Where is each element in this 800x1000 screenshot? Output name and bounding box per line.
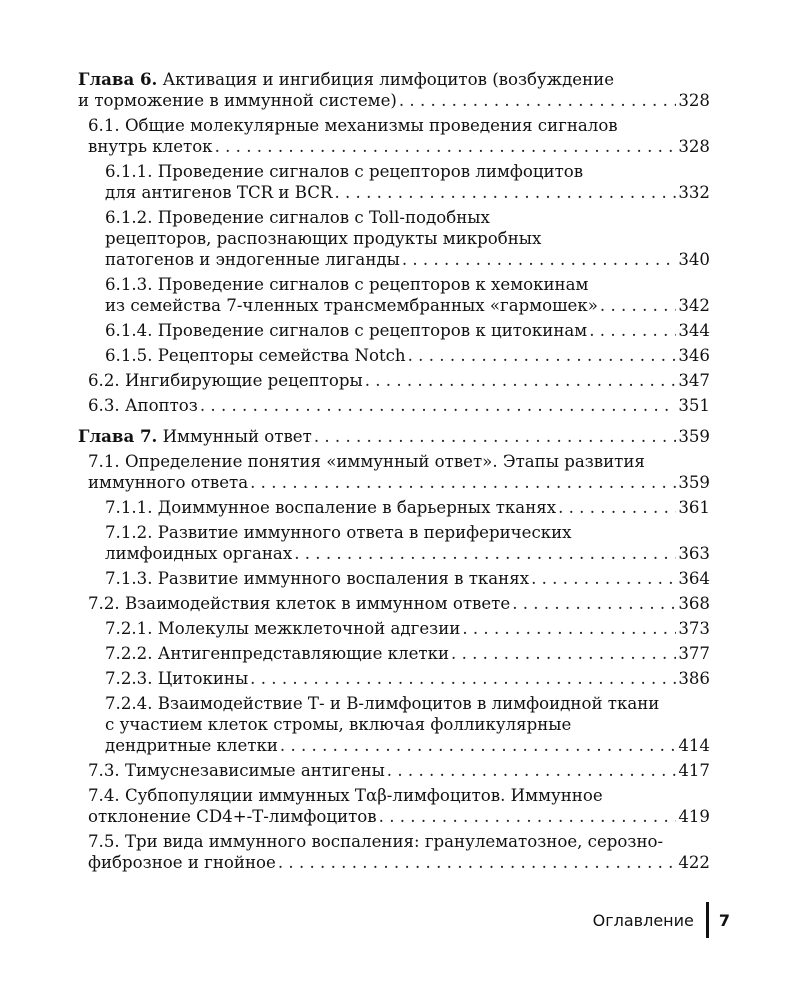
dot-leader bbox=[462, 618, 676, 639]
toc-line: патогенов и эндогенные лиганды bbox=[105, 250, 400, 269]
toc-line: иммунного ответа bbox=[88, 473, 249, 492]
dot-leader bbox=[294, 543, 676, 564]
toc-page-number: 328 bbox=[678, 137, 710, 156]
page-footer bbox=[593, 900, 730, 940]
toc-page-number: 419 bbox=[678, 807, 710, 826]
page-number: 7 bbox=[718, 910, 730, 930]
dot-leader bbox=[250, 472, 676, 493]
toc-page-number: 342 bbox=[678, 296, 710, 315]
toc-entry[interactable] bbox=[78, 274, 710, 316]
toc-line: 7.5. Три вида иммунного воспаления: гранулематозное, серозно- bbox=[88, 832, 664, 851]
toc-entry-text bbox=[105, 643, 449, 664]
toc-entry[interactable] bbox=[78, 831, 710, 873]
toc-line: Активация и ингибиция лимфоцитов (возбуждение bbox=[162, 70, 615, 89]
toc-entry[interactable] bbox=[78, 497, 710, 518]
dot-leader bbox=[215, 136, 677, 157]
toc-entry-text bbox=[105, 275, 588, 294]
toc-entry-text bbox=[105, 208, 490, 227]
toc-entry[interactable] bbox=[78, 451, 710, 493]
toc-entry-text bbox=[88, 593, 510, 614]
toc-line: 6.2. Ингибирующие рецепторы bbox=[88, 371, 363, 390]
toc-entry-text bbox=[88, 786, 603, 805]
toc-entry-text bbox=[105, 523, 572, 542]
dot-leader bbox=[512, 593, 676, 614]
toc-entry-text bbox=[105, 182, 332, 203]
toc-line: 7.2.4. Взаимодействие Т- и В-лимфоцитов в лимфоидной ткани bbox=[105, 694, 660, 713]
toc-entry[interactable] bbox=[78, 668, 710, 689]
toc-entry-text bbox=[105, 497, 556, 518]
toc-chapter[interactable] bbox=[78, 426, 710, 447]
toc-page-number: 368 bbox=[678, 594, 710, 613]
toc-entry-text bbox=[105, 229, 541, 248]
toc-entry-text bbox=[105, 162, 583, 181]
toc-line: отклонение CD4+-Т-лимфоцитов bbox=[88, 807, 377, 826]
dot-leader bbox=[280, 735, 676, 756]
toc-line: 6.1.2. Проведение сигналов с Toll-подобных bbox=[105, 208, 490, 227]
toc-line: 6.1.1. Проведение сигналов с рецепторов лимфоцитов bbox=[105, 162, 584, 181]
toc-line: 7.2.3. Цитокины bbox=[105, 669, 249, 688]
toc-entry[interactable] bbox=[78, 568, 710, 589]
toc-line: рецепторов, распознающих продукты микробных bbox=[105, 229, 542, 248]
toc-page-number: 359 bbox=[678, 427, 710, 446]
toc-line: Иммунный ответ bbox=[162, 427, 312, 446]
dot-leader bbox=[334, 182, 676, 203]
dot-leader bbox=[531, 568, 676, 589]
toc-page-number: 386 bbox=[678, 669, 710, 688]
toc-entry[interactable] bbox=[78, 395, 710, 416]
toc-line: 7.2.2. Антигенпредставляющие клетки bbox=[105, 644, 450, 663]
toc-page-number: 346 bbox=[678, 346, 710, 365]
toc-entry[interactable] bbox=[78, 643, 710, 664]
toc-line: 7.1.3. Развитие иммунного воспаления в тканях bbox=[105, 569, 530, 588]
toc-page-number: 328 bbox=[678, 91, 710, 110]
toc-page-number: 377 bbox=[678, 644, 710, 663]
toc-line: 7.3. Тимуснезависимые антигены bbox=[88, 761, 385, 780]
toc-entry-text bbox=[88, 760, 385, 781]
toc-entry[interactable] bbox=[78, 370, 710, 391]
toc-line: и торможение в иммунной системе) bbox=[78, 91, 397, 110]
toc-chapter[interactable] bbox=[78, 69, 710, 111]
dot-leader bbox=[451, 643, 676, 664]
toc-entry-text bbox=[88, 452, 645, 471]
running-header-section: Оглавление bbox=[592, 910, 694, 930]
toc-page-number: 351 bbox=[678, 396, 710, 415]
toc-entry[interactable] bbox=[78, 593, 710, 614]
toc-entry-text bbox=[88, 370, 363, 391]
toc-entry-text bbox=[88, 136, 213, 157]
toc-line: фиброзное и гнойное bbox=[88, 853, 276, 872]
toc-entry-text bbox=[78, 70, 614, 89]
toc-entry[interactable] bbox=[78, 345, 710, 366]
toc-entry-text bbox=[105, 668, 248, 689]
toc-entry[interactable] bbox=[78, 785, 710, 827]
toc-page-number: 344 bbox=[678, 321, 710, 340]
toc-entry-text bbox=[88, 852, 276, 873]
toc-entry[interactable] bbox=[78, 693, 710, 756]
toc-line: с участием клеток стромы, включая фолликулярные bbox=[105, 715, 572, 734]
table-of-contents bbox=[78, 62, 710, 873]
toc-entry-text bbox=[78, 426, 312, 447]
toc-entry[interactable] bbox=[78, 115, 710, 157]
toc-page-number: 414 bbox=[678, 736, 710, 755]
toc-entry-text bbox=[105, 715, 571, 734]
dot-leader bbox=[399, 90, 676, 111]
toc-line: 6.1.3. Проведение сигналов с рецепторов к хемокинам bbox=[105, 275, 589, 294]
toc-entry[interactable] bbox=[78, 760, 710, 781]
toc-page-number: 417 bbox=[678, 761, 710, 780]
toc-entry[interactable] bbox=[78, 522, 710, 564]
dot-leader bbox=[365, 370, 677, 391]
toc-entry-text bbox=[88, 395, 198, 416]
chapter-label: Глава 6. bbox=[78, 69, 158, 89]
toc-line: внутрь клеток bbox=[88, 137, 213, 156]
toc-line: 7.2. Взаимодействия клеток в иммунном ответе bbox=[88, 594, 511, 613]
toc-line: для антигенов TCR и BCR bbox=[105, 183, 333, 202]
toc-line: 6.1.4. Проведение сигналов с рецепторов к цитокинам bbox=[105, 321, 588, 340]
toc-page-number: 340 bbox=[678, 250, 710, 269]
toc-entry-text bbox=[105, 694, 659, 713]
dot-leader bbox=[314, 426, 677, 447]
toc-entry-text bbox=[105, 345, 406, 366]
dot-leader bbox=[387, 760, 677, 781]
toc-entry-text bbox=[105, 249, 400, 270]
toc-entry[interactable] bbox=[78, 207, 710, 270]
toc-line: лимфоидных органах bbox=[105, 544, 293, 563]
toc-entry[interactable] bbox=[78, 618, 710, 639]
toc-entry-text bbox=[88, 806, 377, 827]
toc-entry-text bbox=[105, 735, 278, 756]
dot-leader bbox=[278, 852, 676, 873]
toc-entry-text bbox=[88, 472, 248, 493]
toc-line: 7.2.1. Молекулы межклеточной адгезии bbox=[105, 619, 461, 638]
toc-page-number: 422 bbox=[678, 853, 710, 872]
dot-leader bbox=[589, 320, 676, 341]
toc-line: 7.4. Субпопуляции иммунных Тαβ-лимфоцитов. Иммунное bbox=[88, 786, 603, 805]
toc-entry-text bbox=[105, 568, 529, 589]
toc-page-number: 373 bbox=[678, 619, 710, 638]
dot-leader bbox=[558, 497, 676, 518]
toc-entry-text bbox=[105, 543, 292, 564]
toc-entry-text bbox=[105, 295, 598, 316]
dot-leader bbox=[379, 806, 677, 827]
toc-line: 7.1. Определение понятия «иммунный ответ». Этапы развития bbox=[88, 452, 645, 471]
toc-entry-text bbox=[105, 618, 460, 639]
toc-page-number: 359 bbox=[678, 473, 710, 492]
toc-line: 6.1.5. Рецепторы семейства Notch bbox=[105, 346, 406, 365]
toc-entry[interactable] bbox=[78, 320, 710, 341]
toc-page-number: 364 bbox=[678, 569, 710, 588]
toc-page-number: 347 bbox=[678, 371, 710, 390]
toc-entry-text bbox=[78, 90, 397, 111]
toc-line: 7.1.2. Развитие иммунного ответа в периферических bbox=[105, 523, 572, 542]
toc-entry-text bbox=[105, 320, 587, 341]
footer-divider bbox=[706, 902, 709, 938]
dot-leader bbox=[600, 295, 676, 316]
dot-leader bbox=[408, 345, 677, 366]
toc-page-number: 361 bbox=[678, 498, 710, 517]
toc-entry-text bbox=[88, 832, 663, 851]
toc-page-number: 332 bbox=[678, 183, 710, 202]
toc-page-number: 363 bbox=[678, 544, 710, 563]
dot-leader bbox=[402, 249, 677, 270]
dot-leader bbox=[200, 395, 676, 416]
dot-leader bbox=[250, 668, 676, 689]
toc-entry-text bbox=[88, 116, 618, 135]
toc-line: дендритные клетки bbox=[105, 736, 278, 755]
toc-line: 7.1.1. Доиммунное воспаление в барьерных тканях bbox=[105, 498, 557, 517]
toc-line: 6.1. Общие молекулярные механизмы проведения сигналов bbox=[88, 116, 618, 135]
toc-line: 6.3. Апоптоз bbox=[88, 396, 198, 415]
toc-entry[interactable] bbox=[78, 161, 710, 203]
toc-line: из семейства 7-членных трансмембранных «гармошек» bbox=[105, 296, 598, 315]
chapter-label: Глава 7. bbox=[78, 426, 158, 446]
